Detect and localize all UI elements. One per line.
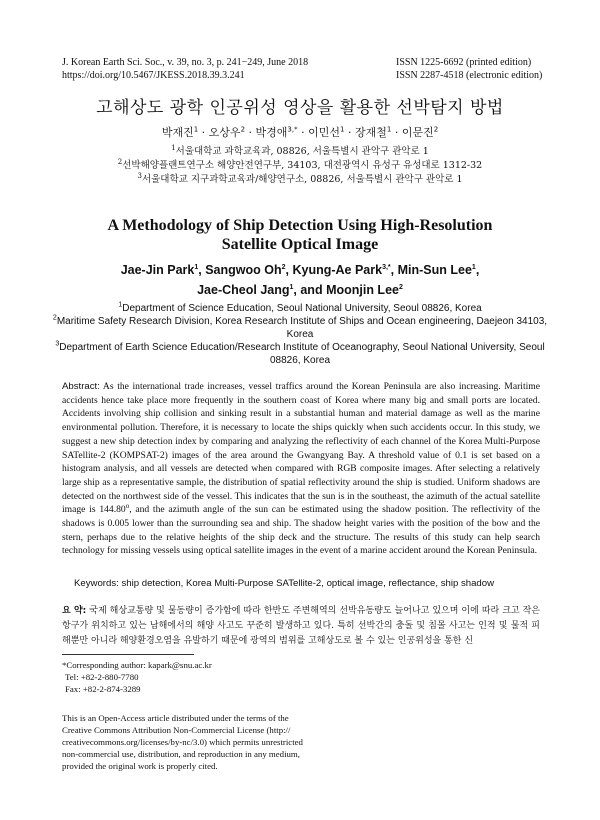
footnote-divider (62, 654, 194, 655)
correspondence-footnote (62, 659, 322, 695)
english-authors-line-2: Jae-Cheol Jang$^1$, and Moonjin Lee$^2$ (197, 283, 403, 297)
english-author: Moonjin Lee$^2$ (326, 283, 403, 297)
korean-author: 장재철$^1$ (354, 125, 392, 139)
korean-affiliation-3: $^3$서울대학교 지구과학교육과/해양연구소, 08826, 서울특별시 관악구 관악로 1 (137, 171, 463, 185)
english-title: A Methodology of Ship Detection Using High-Resolution Satellite Optical Image (107, 217, 493, 253)
corresponding-author: *Corresponding author: kapark@snu.ac.kr (62, 660, 212, 670)
journal-citation (62, 56, 308, 82)
fax: Fax: +82-2-874-3289 (65, 684, 141, 694)
korean-author: 이민선$^1$ (308, 125, 345, 139)
english-authors (40, 260, 560, 300)
korean-affiliation-2: $^2$선박해양플랜트연구소 해양안전연구부, 34103, 대전광역시 유성구 유성대로 1312-32 (117, 157, 483, 171)
korean-abstract-label: 요 약: (62, 606, 87, 616)
journal-reference: J. Korean Earth Sci. Soc., v. 39, no. 3, p. 241−249, June 2018 (62, 57, 309, 68)
english-author: Sangwoo Oh$^2$ (205, 263, 286, 277)
doi-link[interactable]: https://doi.org/10.5467/JKESS.2018.39.3.241 (62, 70, 245, 81)
korean-affiliation-1: $^1$서울대학교 과학교육과, 08826, 서울특별시 관악구 관악로 1 (171, 143, 429, 157)
telephone: Tel: +82-2-880-7780 (65, 672, 139, 682)
english-author: Min-Sun Lee$^1$ (397, 263, 476, 277)
issn-block (396, 56, 542, 82)
abstract: Abstract: As the international trade increases, vessel traffics around the Korean Peninsula are also increasing. Maritime accidents hence take place more frequently in the southern coast of Korea where many big and small ports are located. Accidents involving ship collision and sinking result in a substantial human and material damage as well as the marine environmental pollution. Therefore, it is necessary to locate the ships quickly when such accidents occur. In this study, we suggest a new ship detection index by comparing and analyzing the reflectivity of each channel of the Korea Multi-Purpose SATellite-2 (KOMPSAT-2) images of the area around the Gwangyang Bay. A threshold value of 0.1 is set based on a histogram analysis, and all vessels are detected when compared with RGB composite images. After selecting a relatively large ship as a representative sample, the distribution of spatial reflectivity around the ship is studied. Uniform shadows are detected on the northwest side of the vessel. This indicates that the sun is in the southeast, the azimuth of the actual satellite image is 144.80$^o$, and the azimuth angle of the sun can be estimated using the shadow position. The reflectivity of the shadows is 0.005 lower than the surrounding sea and ship. The shadow height varies with the position of the bow and the stern, perhaps due to the relative heights of the ship deck and the structure. The results of this study can help search technology for missing vessels using optical satellite images in the event of a marine accident around the Korean Peninsula. (62, 381, 540, 557)
issn-electronic: ISSN 2287-4518 (electronic edition) (396, 70, 543, 81)
korean-authors (0, 124, 600, 140)
english-affiliation-2: $^2$Maritime Safety Research Division, Korea Research Institute of Ships and Ocean engineering, Daejeon 34103, Korea (52, 314, 548, 340)
korean-author: 박재진$^1$ (161, 125, 199, 139)
english-affiliation-3: $^3$Department of Earth Science Education/Research Institute of Oceanography, Seoul National University, Seoul 08826, Korea (55, 340, 545, 366)
korean-author: 오상우$^2$ (208, 125, 246, 139)
english-author: Jae-Jin Park$^1$ (120, 263, 199, 277)
issn-print: ISSN 1225-6692 (printed edition) (396, 57, 532, 68)
korean-abstract: 요 약: 국제 해상교통량 및 물동량이 증가함에 따라 한반도 주변해역의 선박유동량도 늘어나고 있으며 이에 따라 크고 작은 항구가 위치하고 있는 남해에서의 해양 사고도 꾸준히 발생하고 있다. 특히 선박간의 충돌 및 침몰 사고는 인적 및 물적 피해뿐만 아니라 해양환경오염을 유발하기 때문에 광역의 범위를 고해상도로 볼 수 있는 인공위성을 통한 신 (62, 606, 540, 646)
author-separator: · (297, 126, 309, 139)
author-separator: · (391, 126, 402, 139)
english-authors-line-1: Jae-Jin Park$^1$, Sangwoo Oh$^2$, Kyung-Ae Park$^{3,*}$, Min-Sun Lee$^1$, (120, 263, 480, 277)
english-author: Jae-Cheol Jang$^1$ (197, 283, 294, 297)
keywords: Keywords: ship detection, Korea Multi-Purpose SATellite-2, optical image, reflectance, ship shadow (74, 578, 495, 589)
korean-title: 고해상도 광학 인공위성 영상을 활용한 선박탐지 방법 (96, 98, 504, 118)
author-separator: · (245, 126, 256, 139)
english-affiliation-1: $^1$Department of Science Education, Seoul National University, Seoul 08826, Korea (118, 301, 482, 314)
author-separator: · (198, 126, 209, 139)
keywords-label: Keywords: (74, 578, 119, 589)
abstract-label: Abstract: (62, 381, 100, 392)
english-affiliations (40, 302, 560, 367)
author-separator: · (344, 126, 355, 139)
korean-author: 박경애$^{3,*}$ (255, 125, 298, 139)
license-notice: This is an Open-Access article distributed under the terms of the Creative Commons Attribution Non-Commercial License (http:// creativecommons.org/licenses/by-nc/3.0) which permits unrestricted non-commercial use, distribution, and reproduction in any medium, provided the original work is properly cited. (62, 713, 303, 771)
korean-author: 이문진$^2$ (401, 125, 439, 139)
english-author: Kyung-Ae Park$^{3,*}$ (292, 263, 391, 277)
